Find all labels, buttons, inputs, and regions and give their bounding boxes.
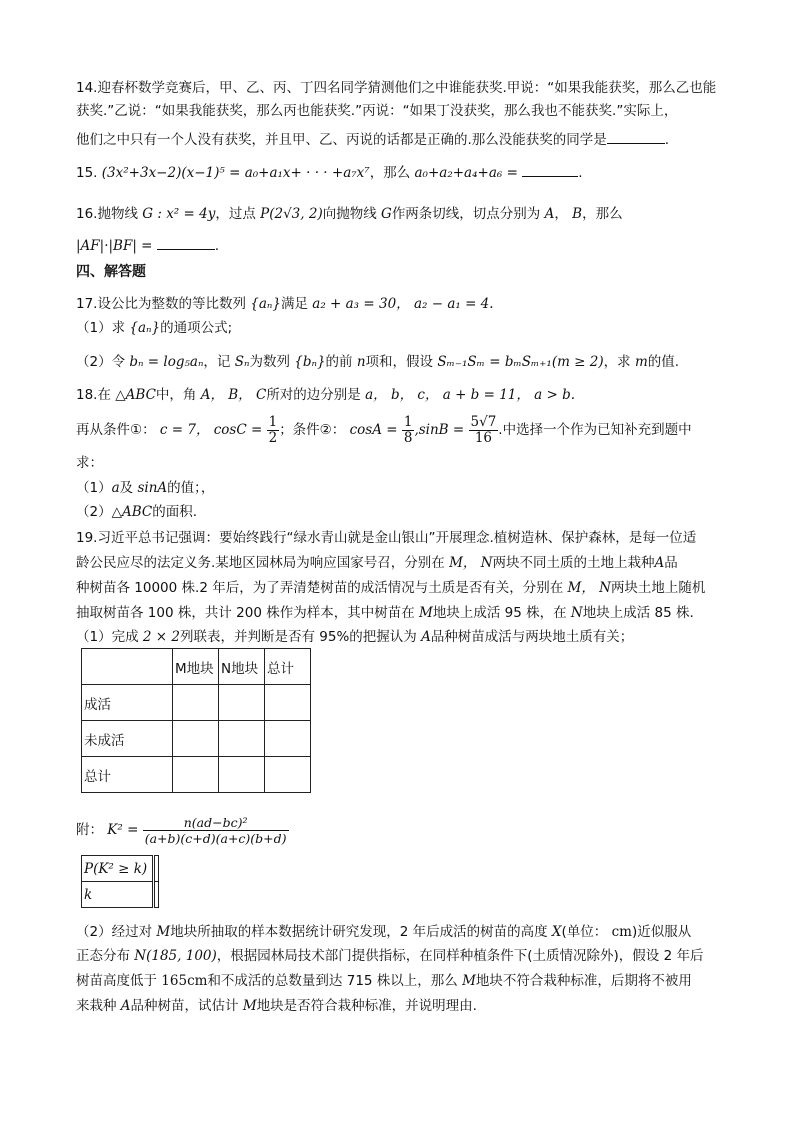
table-header-cell: 总计 (265, 649, 311, 685)
table-cell (154, 856, 159, 882)
q19-line1: 19.习近平总书记强调：要始终践行“绿水青山就是金山银山”开展理念.植树造林、保护森林，是每一位适 (76, 530, 697, 546)
q18-part2: （2）△ABC的面积. (76, 504, 198, 520)
table-row (82, 721, 311, 757)
q17-stem: 17.设公比为整数的等比数列 {aₙ}满足 a₂ + a₃ = 30， a₂ − a₁ = 4. (76, 296, 494, 312)
answer-blank (157, 235, 215, 250)
q19-part1: （1）完成 2 × 2列联表，并判断是否有 95%的把握认为 A品种树苗成活与两块地土质有关； (76, 629, 634, 645)
fraction: $\frac{1}{8}$ (403, 413, 413, 446)
table-cell: k (82, 882, 154, 908)
table-cell (265, 721, 311, 757)
q16-line2: |AF|·|BF| = . (76, 235, 219, 256)
table-cell (265, 757, 311, 793)
q18-ask: 求： (76, 455, 103, 471)
answer-blank (522, 162, 578, 177)
fraction: $\frac{1}{2}$ (268, 413, 278, 446)
q17-part1: （1）求 {aₙ}的通项公式; (76, 320, 233, 336)
q17-part2: （2）令 bₙ = log₅aₙ，记 Sₙ为数列 {bₙ}的前 n项和，假设 Sₘ₋₁Sₘ = bₘSₘ₊₁(m ≥ 2)，求 m的值. (76, 354, 680, 370)
table-row (82, 856, 159, 882)
k2-formula: 附： K² = $\frac{\text{n(ad−bc)²}}{(a+b)(c+d)(a+c)(b+d)}$ (76, 814, 287, 846)
table-row (82, 882, 159, 908)
table-header-cell: N地块 (219, 649, 265, 685)
table-header-row (82, 649, 311, 685)
row-label: 未成活 (82, 721, 173, 757)
table-header-cell: M地块 (173, 649, 219, 685)
q14-line3: 他们之中只有一个人没有获奖，并且甲、乙、丙说的话都是正确的.那么没能获奖的同学是 . (76, 129, 669, 150)
critical-value-table (81, 855, 159, 908)
table-cell (219, 757, 265, 793)
q19-line2: 龄公民应尽的法定义务.某地区园林局为响应国家号召，分别在 M， N两块不同土质的土地上栽种A品 (76, 555, 678, 571)
q15: 15. (3x²+3x−2)(x−1)⁵ = a₀+a₁x+ · · · +a₇x⁷，那么 a₀+a₂+a₄+a₆ = . (76, 162, 582, 183)
fraction: $\frac{5√7}{16}$ (470, 413, 497, 446)
contingency-table (81, 648, 311, 793)
q19-part2-line2: 正态分布 N(185, 100)，根据园林局技术部门提供指标，在同样种植条件下(土质情况除外)，假设 2 年后 (76, 948, 704, 964)
q14-line1: 14.迎春杯数学竞赛后，甲、乙、丙、丁四名同学猜测他们之中谁能获奖.甲说：“如果我能获奖，那么乙也能 (76, 80, 717, 96)
q19-part2-line4: 来栽种 A品种树苗，试估计 M地块是否符合栽种标准，并说明理由. (76, 998, 477, 1014)
table-corner-cell (82, 649, 173, 685)
q15-expression: (3x²+3x−2)(x−1)⁵ = a₀+a₁x+ · · · +a₇x⁷ (101, 165, 370, 181)
table-row (82, 757, 311, 793)
table-cell (219, 685, 265, 721)
q14-line2: 获奖.”乙说：“如果我能获奖，那么丙也能获奖.”丙说：“如果丁没获奖，那么我也不能获奖.”实际上， (76, 103, 678, 119)
table-cell: P(K² ≥ k) (82, 856, 154, 882)
q18-part1: （1）a及 sinA的值；， (76, 480, 215, 496)
q19-part2-line1: （2）经过对 M地块所抽取的样本数据统计研究发现，2 年后成活的树苗的高度 X(单位： cm)近似服从 (76, 924, 692, 940)
table-cell (173, 721, 219, 757)
section-title: 四、解答题 (76, 264, 146, 280)
row-label: 总计 (82, 757, 173, 793)
answer-blank (607, 129, 665, 144)
q18-conditions: 再从条件①： c = 7， cosC = $\frac{1}{2}$ ；条件②： cosA = $\frac{1}{8}$ ,sinB = $\frac{5√7}{16}$ .中选择一个作为已知补充到题中 (76, 413, 692, 446)
q19-line4: 抽取树苗各 100 株，共计 200 株作为样本，其中树苗在 M地块上成活 95 株，在 N地块上成活 85 株. (76, 605, 694, 621)
row-label: 成活 (82, 685, 173, 721)
q19-part2-line3: 树苗高度低于 165cm和不成活的总数量到达 715 株以上，那么 M地块不符合栽种标准，后期将不被用 (76, 973, 692, 989)
table-cell (173, 757, 219, 793)
q16-line1: 16.抛物线 G : x² = 4y，过点 P(2√3, 2)向抛物线 G作两条切线，切点分别为 A， B，那么 (76, 206, 623, 222)
q15-target: a₀+a₂+a₄+a₆ = (414, 165, 518, 181)
table-row (82, 685, 311, 721)
table-cell (173, 685, 219, 721)
q18-stem: 18.在 △ABC中，角 A， B， C所对的边分别是 a， b， c， a + b = 11， a > b. (76, 387, 576, 403)
table-cell (265, 685, 311, 721)
q19-line3: 种树苗各 10000 株.2 年后，为了弄清楚树苗的成活情况与土质是否有关，分别在 M， N两块土地上随机 (76, 580, 706, 596)
table-cell (154, 882, 159, 908)
table-cell (219, 721, 265, 757)
fraction: $\frac{\text{n(ad−bc)²}}{(a+b)(c+d)(a+c)(b+d)}$ (144, 814, 287, 846)
